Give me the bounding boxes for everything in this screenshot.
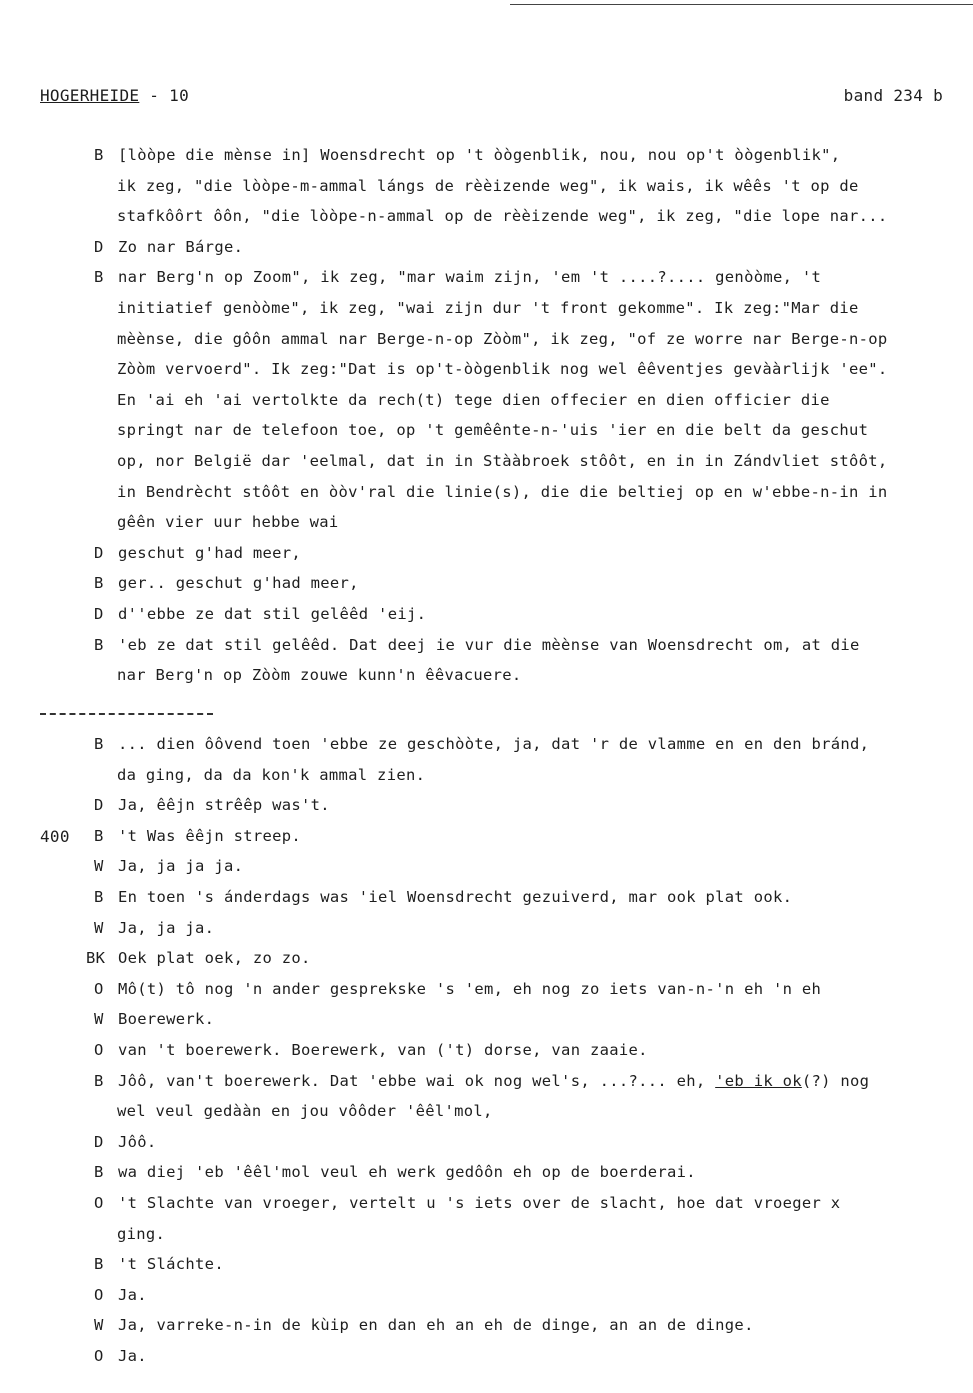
speaker-label: B	[94, 1163, 104, 1182]
transcript-line: springt nar de telefoon toe, op 't gemêênte-n-'uis 'ier en die belt da geschut	[117, 421, 869, 440]
speaker-label: W	[94, 918, 104, 937]
speaker-label: B	[94, 826, 104, 845]
transcript-line: Ja.	[118, 1347, 147, 1365]
header-dash: -	[139, 86, 170, 105]
speaker-label: O	[94, 1285, 104, 1304]
transcript-line: Zo nar Bárge.	[118, 237, 244, 256]
speaker-label: B	[94, 888, 104, 906]
transcript-line: Ja, varreke-n-in de kùip en dan eh an eh de dinge, an an de dinge.	[118, 1316, 754, 1335]
transcript-line: Ja, ja ja.	[118, 918, 215, 937]
transcript-line: Oek plat oek, zo zo.	[118, 949, 311, 968]
transcript-line: ging.	[117, 1224, 166, 1243]
speaker-label: B	[94, 268, 104, 287]
transcript-line: mèènse, die gôôn ammal nar Berge-n-op Zòòm", ik zeg, "of ze worre nar Berge-n-op	[117, 329, 888, 348]
transcript-line: initiatief genòòme", ik zeg, "wai zijn dur 't front gekomme". Ik zeg:"Mar die	[117, 299, 859, 317]
transcript-line: ger.. geschut g'had meer,	[118, 574, 359, 593]
transcript-line: Ja, êêjn strêêp was't.	[118, 796, 330, 815]
transcript-line: in Bendrècht stôôt en òòv'ral die linie(s), die die beltiej op en w'ebbe-n-in in	[117, 482, 888, 501]
transcript-line: 'eb ze dat stil gelêêd. Dat deej ie vur die mèènse van Woensdrecht om, at die	[118, 635, 860, 654]
header-band: band 234 b	[843, 86, 943, 105]
speaker-label: D	[94, 796, 104, 815]
transcript-line: da ging, da da kon'k ammal zien.	[117, 765, 426, 784]
transcript-line: gêên vier uur hebbe wai	[117, 513, 339, 532]
transcript-line: 't Slachte van vroeger, vertelt u 's iets over de slacht, hoe dat vroeger x	[118, 1194, 841, 1212]
transcript-line: geschut g'had meer,	[118, 543, 302, 562]
transcript-line: Ja, ja ja ja.	[118, 857, 244, 876]
transcript-line: 't Was êêjn streep.	[118, 826, 302, 845]
section-separator	[40, 713, 213, 715]
speaker-label: D	[94, 1132, 104, 1151]
transcript-tail: (?) nog	[801, 1071, 870, 1090]
transcript-line: d''ebbe ze dat stil gelêêd 'eij.	[118, 605, 427, 623]
transcript-line: nar Berg'n op Zòòm zouwe kunn'n êêvacuere.	[117, 666, 522, 685]
speaker-label: O	[94, 1041, 104, 1059]
transcript-line: Mô(t) tô nog 'n ander gesprekske 's 'em, eh nog zo iets van-n-'n eh 'n eh	[118, 979, 822, 998]
transcript-line: ... dien ôôvend toen 'ebbe ze geschòòte, ja, dat 'r de vlamme en en den bránd,	[118, 735, 870, 753]
underlined-phrase: 'eb ik ok	[715, 1071, 802, 1090]
transcript-line: [lòòpe die mènse in] Woensdrecht op 't òògenblik, nou, nou op't òògenblik",	[118, 146, 841, 164]
speaker-label: D	[94, 543, 104, 562]
speaker-label: O	[94, 1347, 104, 1365]
speaker-label: B	[94, 146, 104, 164]
transcript-line: wa diej 'eb 'êêl'mol veul eh werk gedôôn eh op de boerderai.	[118, 1163, 696, 1182]
speaker-label: B	[94, 635, 104, 654]
transcript-line: nar Berg'n op Zoom", ik zeg, "mar waim zijn, 'em 't ....?.... genòòme, 't	[118, 268, 822, 287]
speaker-label: D	[94, 605, 104, 623]
speaker-label: O	[94, 979, 104, 998]
speaker-label: B	[94, 1255, 104, 1274]
speaker-label: BK	[86, 949, 106, 968]
speaker-label: B	[94, 735, 104, 753]
speaker-label: O	[94, 1194, 104, 1212]
transcript-line: En 'ai eh 'ai vertolkte da rech(t) tege dien offecier en dien officier die	[117, 390, 830, 409]
speaker-label: B	[94, 1071, 104, 1090]
transcript-line: stafkôôrt ôôn, "die lòòpe-n-ammal op de rèèizende weg", ik zeg, "die lope nar...	[117, 207, 888, 226]
transcript-line: op, nor België dar 'eelmal, dat in in Stààbroek stôôt, en in in Zándvliet stôôt,	[117, 452, 888, 470]
speaker-label: D	[94, 237, 104, 256]
header-page-number: 10	[169, 86, 190, 105]
transcript-line: Jôô, van't boerewerk. Dat 'ebbe wai ok nog wel's, ...?... eh, 'eb ik ok(?) nog	[118, 1071, 870, 1090]
transcript-line: Ja.	[118, 1285, 147, 1304]
transcript-line: wel veul gedààn en jou vôôder 'êêl'mol,	[117, 1102, 493, 1121]
margin-number: 400	[40, 827, 70, 846]
transcript-line: 't Sláchte.	[118, 1255, 224, 1274]
header-left	[40, 86, 189, 105]
top-rule	[510, 4, 973, 5]
speaker-label: W	[94, 857, 104, 876]
transcript-line: En toen 's ánderdags was 'iel Woensdrecht gezuiverd, mar ook plat ook.	[118, 888, 793, 906]
transcript-line: ik zeg, "die lòòpe-m-ammal lángs de rèèizende weg", ik wais, ik wêês 't op de	[117, 176, 859, 195]
transcript-line: van 't boerewerk. Boerewerk, van ('t) dorse, van zaaie.	[118, 1041, 648, 1059]
transcript-line: Zòòm vervoerd". Ik zeg:"Dat is op't-òògenblik nog wel êêventjes gevààrlijk 'ee".	[117, 360, 888, 379]
speaker-label: B	[94, 574, 104, 593]
header-title: HOGERHEIDE	[40, 86, 140, 105]
transcript-line: Boerewerk.	[118, 1010, 215, 1029]
speaker-label: W	[94, 1316, 104, 1335]
transcript-line: Jôô.	[118, 1132, 157, 1151]
speaker-label: W	[94, 1010, 104, 1029]
